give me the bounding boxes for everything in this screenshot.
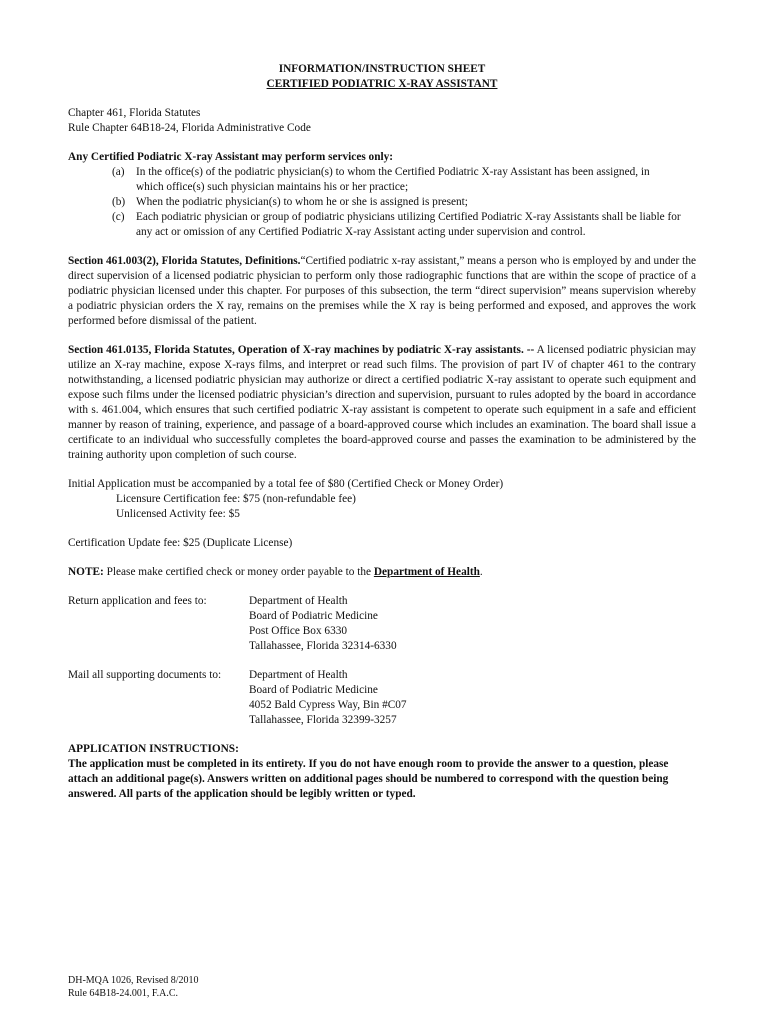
document-page: [68, 62, 696, 802]
definitions-text: “Certified podiatric x-ray assistant,” means a person who is employed by and under the direct supervision of a licensed podiatric physician to perform only those radiographic functions that are within the scope of practice of a podiatric physician licensed under this chapter. For purposes of this subsection, the term “direct supervision” means supervision whereby a podiatric physician orders the X ray, remains on the premises while the X ray is being performed and exposed, and approves the work performed before dismissal of the patient.: [68, 255, 696, 327]
unlicensed-fee: Unlicensed Activity fee: $5: [116, 508, 240, 520]
item-label: (a): [112, 166, 125, 178]
instructions-heading: APPLICATION INSTRUCTIONS:: [68, 743, 239, 755]
instructions-text: The application must be completed in its entirety. If you do not have enough room to provide the answer to a question, please attach an additional page(s). Answers written on additional pages should be numbered to correspond with the question being answered. All parts of the application should be legibly written or typed.: [68, 758, 669, 800]
references: [68, 106, 696, 136]
address-line: Department of Health: [249, 595, 348, 607]
xray-operation-section: [68, 343, 696, 463]
address-line: Tallahassee, Florida 32314-6330: [249, 640, 397, 652]
item-text: Each podiatric physician or group of podiatric physicians utilizing Certified Podiatric X-ray Assistants shall be liable for any act or omission of any Certified Podiatric X-ray Assistant acting under supervision and control.: [136, 211, 681, 238]
list-item: [68, 165, 696, 195]
item-text: When the podiatric physician(s) to whom he or she is assigned is present;: [136, 196, 468, 208]
xray-operation-text: A licensed podiatric physician may utilize an X-ray machine, expose X-rays films, and interpret or read such films. The provision of part IV of chapter 461 to the contrary notwithstanding, a licensed podiatric physician may authorize or direct a certified podiatric X-ray assistant to operate such equipment and expose such films under the licensed podiatric physician’s direction and supervision, pursuant to rules adopted by the board in accordance with s. 461.004, which ensures that such certified podiatric X-ray assistant is competent to operate such equipment in a safe and efficient manner by reason of training, experience, and passage of a board-approved course which includes an examination. The board shall issue a certificate to an individual who successfully completes the board-approved course and passes the examination to be administered by the training authority upon completion of such course.: [68, 344, 696, 461]
definitions-section: [68, 254, 696, 329]
chapter-ref: Chapter 461, Florida Statutes: [68, 107, 201, 119]
address-line: Board of Podiatric Medicine: [249, 684, 378, 696]
mail-address: [68, 668, 696, 728]
item-label: (c): [112, 211, 125, 223]
item-text-extra: which office(s) such physician maintains his or her practice;: [136, 181, 409, 193]
instructions-section: [68, 742, 696, 802]
list-item: [68, 195, 696, 210]
note-end: .: [479, 566, 483, 578]
services-section: [68, 150, 696, 240]
address-line: Tallahassee, Florida 32399-3257: [249, 714, 397, 726]
title-line-1: INFORMATION/INSTRUCTION SHEET: [278, 63, 486, 75]
item-text: In the office(s) of the podiatric physician(s) to whom the Certified Podiatric X-ray Assistant has been assigned, in: [136, 166, 650, 178]
title-line-2: CERTIFIED PODIATRIC X-RAY ASSISTANT: [266, 78, 498, 90]
note: [68, 565, 696, 580]
address-line: Department of Health: [249, 669, 348, 681]
note-text: Please make certified check or money order payable to the: [103, 566, 374, 578]
return-address: [68, 594, 696, 654]
mail-label: Mail all supporting documents to:: [68, 669, 222, 681]
footer: [68, 974, 199, 1000]
rule-ref: Rule Chapter 64B18-24, Florida Administrative Code: [68, 122, 311, 134]
item-label: (b): [112, 196, 126, 208]
address-line: Post Office Box 6330: [249, 625, 348, 637]
return-label: Return application and fees to:: [68, 595, 207, 607]
address-line: Board of Podiatric Medicine: [249, 610, 378, 622]
address-line: 4052 Bald Cypress Way, Bin #C07: [249, 699, 407, 711]
form-number: DH-MQA 1026, Revised 8/2010: [68, 975, 199, 986]
note-label: NOTE:: [68, 566, 104, 578]
list-item: [68, 210, 696, 240]
definitions-heading: Section 461.003(2), Florida Statutes, Definitions.: [68, 255, 301, 267]
xray-operation-heading: Section 461.0135, Florida Statutes, Operation of X-ray machines by podiatric X-ray assistants. --: [68, 344, 535, 356]
services-heading: Any Certified Podiatric X-ray Assistant may perform services only:: [68, 151, 394, 163]
licensure-fee: Licensure Certification fee: $75 (non-refundable fee): [116, 493, 356, 505]
initial-fee: Initial Application must be accompanied by a total fee of $80 (Certified Check or Money Order): [68, 478, 504, 490]
payee: Department of Health: [373, 566, 480, 578]
update-fee: Certification Update fee: $25 (Duplicate License): [68, 537, 293, 549]
fees-section: [68, 477, 696, 522]
footer-rule: Rule 64B18-24.001, F.A.C.: [68, 988, 179, 999]
